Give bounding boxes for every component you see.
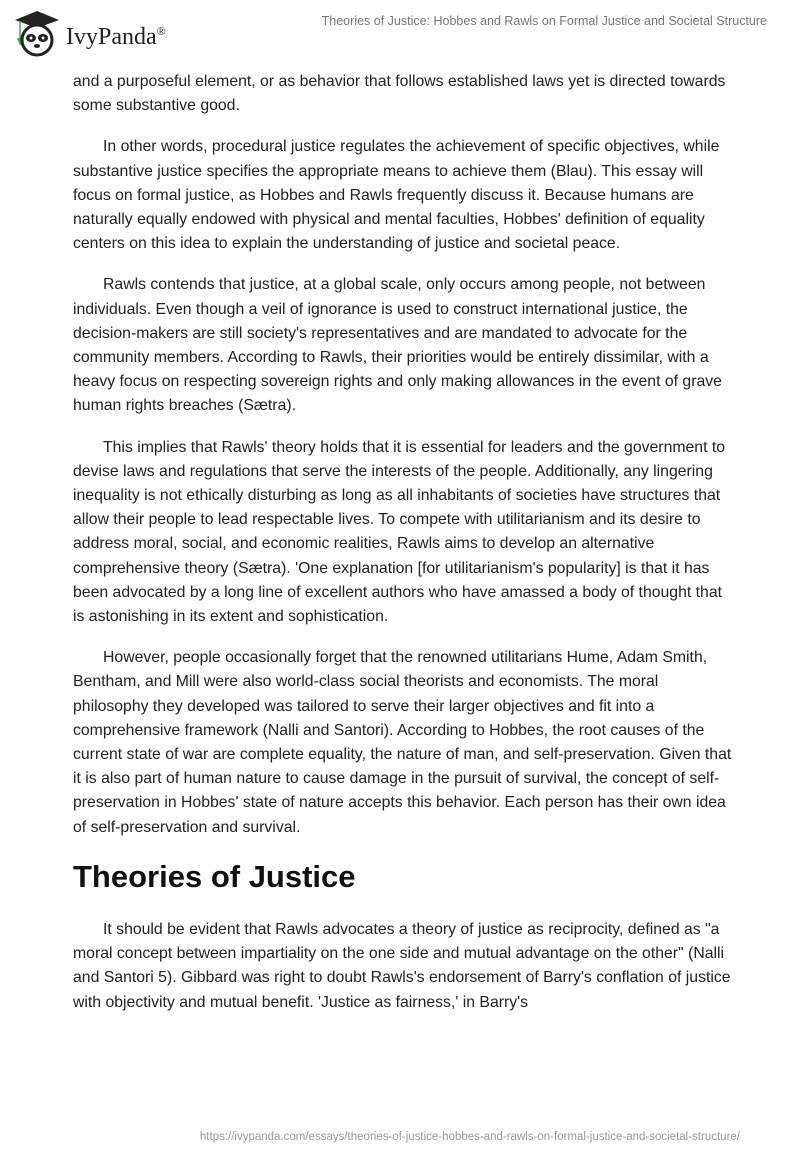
paragraph: It should be evident that Rawls advocates a theory of justice as reciprocity, defined as "a moral concept between impartiality on the one side and mutual advantage on the other" (Nalli and Santori 5). Gibbard was right to doubt Rawls's endorsement of Barry's conflation of justice with objectivity and mutual benefit. 'Justice as fairness,' in Barry's [73,920,731,1011]
section-heading: Theories of Justice [73,858,356,894]
logo-text: IvyPanda® [66,23,166,50]
paragraph: and a purposeful element, or as behavior that follows established laws yet is directed towards some substantive good. [73,73,726,115]
page-header [0,0,800,60]
paragraph: This implies that Rawls' theory holds that it is essential for leaders and the government to devise laws and regulations that serve the interests of the people. Additionally, any lingering inequality is not ethically disturbing as long as all inhabitants of societies have structures that allow their people to lead respectable lives. To compete with utilitarianism and its desire to address moral, social, and economic realities, Rawls aims to develop an alternative comprehensive theory (Sætra). 'One explanation [for utilitarianism's popularity] is that it has been advocated by a long line of excellent authors who have amassed a body of thought that is astonishing in its extent and sophistication. [73,438,726,626]
paragraph: In other words, procedural justice regulates the achievement of specific objectives, while substantive justice specifies the appropriate means to achieve them (Blau). This essay will focus on formal justice, as Hobbes and Rawls frequently discuss it. Because humans are naturally equally endowed with physical and mental faculties, Hobbes' definition of equality centers on this idea to explain the understanding of justice and societal peace. [73,138,720,253]
paragraph: However, people occasionally forget that the renowned utilitarians Hume, Adam Smith, Bentham, and Mill were also world-class social theorists and economists. The moral philosophy they developed was tailored to serve their larger objectives and fit into a comprehensive framework (Nalli and Santori). According to Hobbes, the root causes of the current state of war are complete equality, the nature of man, and self-preservation. Given that it is also part of human nature to cause damage in the pursuit of survival, the concept of self-preservation in Hobbes' state of nature accepts this behavior. Each person has their own idea of self-preservation and survival. [73,649,732,836]
paragraph: Rawls contends that justice, at a global scale, only occurs among people, not between individuals. Even though a veil of ignorance is used to construct international justice, the decision-makers are still society's representatives and are mandated to advocate for the community members. According to Rawls, their priorities would be entirely dissimilar, with a heavy focus on respecting sovereign rights and only making allowances in the event of grave human rights breaches (Sætra). [73,276,722,415]
panda-graduate-icon [12,8,62,58]
essay-content [73,70,733,1032]
footer-url[interactable]: https://ivypanda.com/essays/theories-of-justice-hobbes-and-rawls-on-formal-justice-and-societal-structure/ [199,1131,740,1143]
document-title: Theories of Justice: Hobbes and Rawls on Formal Justice and Societal Structure [321,14,767,28]
ivypanda-logo[interactable] [12,8,166,58]
